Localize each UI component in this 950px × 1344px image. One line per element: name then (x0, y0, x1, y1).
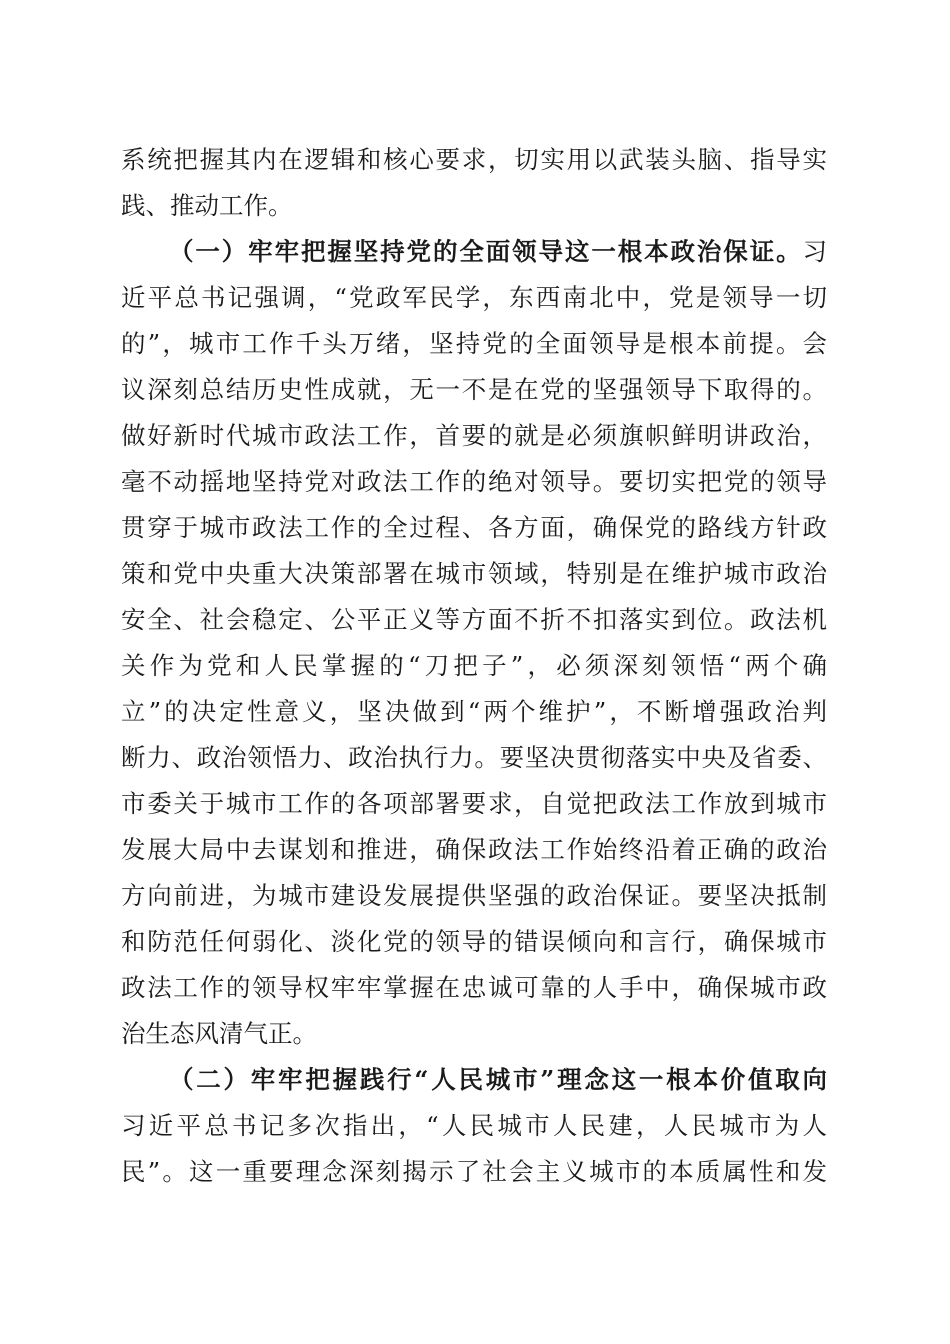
section1-line-9: 关作为党和人民掌握的“刀把子”，必须深刻领悟“两个确 (121, 651, 827, 680)
section1-line-8: 安全、社会稳定、公平正义等方面不折不扣落实到位。政法机 (121, 605, 827, 634)
section1-line-2: 的”，城市工作千头万绪，坚持党的全面领导是根本前提。会 (121, 329, 827, 358)
section1-line-17: 治生态风清气正。 (121, 1019, 317, 1048)
section1-heading-continuation: 习 (802, 237, 827, 266)
section1-line-1: 近平总书记强调，“党政军民学，东西南北中，党是领导一切 (121, 283, 827, 312)
intro-line-1: 系统把握其内在逻辑和核心要求，切实用以武装头脑、指导实 (121, 145, 827, 174)
intro-line-2: 践、推动工作。 (121, 191, 293, 220)
section1-line-3: 议深刻总结历史性成就，无一不是在党的坚强领导下取得的。 (121, 375, 827, 404)
section1-line-7: 策和党中央重大决策部署在城市领域，特别是在维护城市政治 (121, 559, 827, 588)
section1-line-11: 断力、政治领悟力、政治执行力。要坚决贯彻落实中央及省委、 (121, 743, 827, 772)
section1-line-4: 做好新时代城市政法工作，首要的就是必须旗帜鲜明讲政治， (121, 421, 827, 450)
section1-line-16: 政法工作的领导权牢牢掌握在忠诚可靠的人手中，确保城市政 (121, 973, 827, 1002)
section1-line-10: 立”的决定性意义，坚决做到“两个维护”，不断增强政治判 (121, 697, 827, 726)
section1-heading: （一）牢牢把握坚持党的全面领导这一根本政治保证。 (169, 237, 803, 266)
section2-line-2: 民”。这一重要理念深刻揭示了社会主义城市的本质属性和发 (121, 1157, 827, 1186)
section2-heading: （二）牢牢把握践行“人民城市”理念这一根本价值取向 (169, 1065, 827, 1094)
section1-line-13: 发展大局中去谋划和推进，确保政法工作始终沿着正确的政治 (121, 835, 827, 864)
section1-line-12: 市委关于城市工作的各项部署要求，自觉把政法工作放到城市 (121, 789, 827, 818)
section1-line-6: 贯穿于城市政法工作的全过程、各方面，确保党的路线方针政 (121, 513, 827, 542)
section1-line-14: 方向前进，为城市建设发展提供坚强的政治保证。要坚决抵制 (121, 881, 827, 910)
section2-line-1: 习近平总书记多次指出，“人民城市人民建，人民城市为人 (121, 1111, 827, 1140)
section1-line-5: 毫不动摇地坚持党对政法工作的绝对领导。要切实把党的领导 (121, 467, 827, 496)
section1-line-15: 和防范任何弱化、淡化党的领导的错误倾向和言行，确保城市 (121, 927, 827, 956)
section1-first-line (169, 232, 827, 272)
